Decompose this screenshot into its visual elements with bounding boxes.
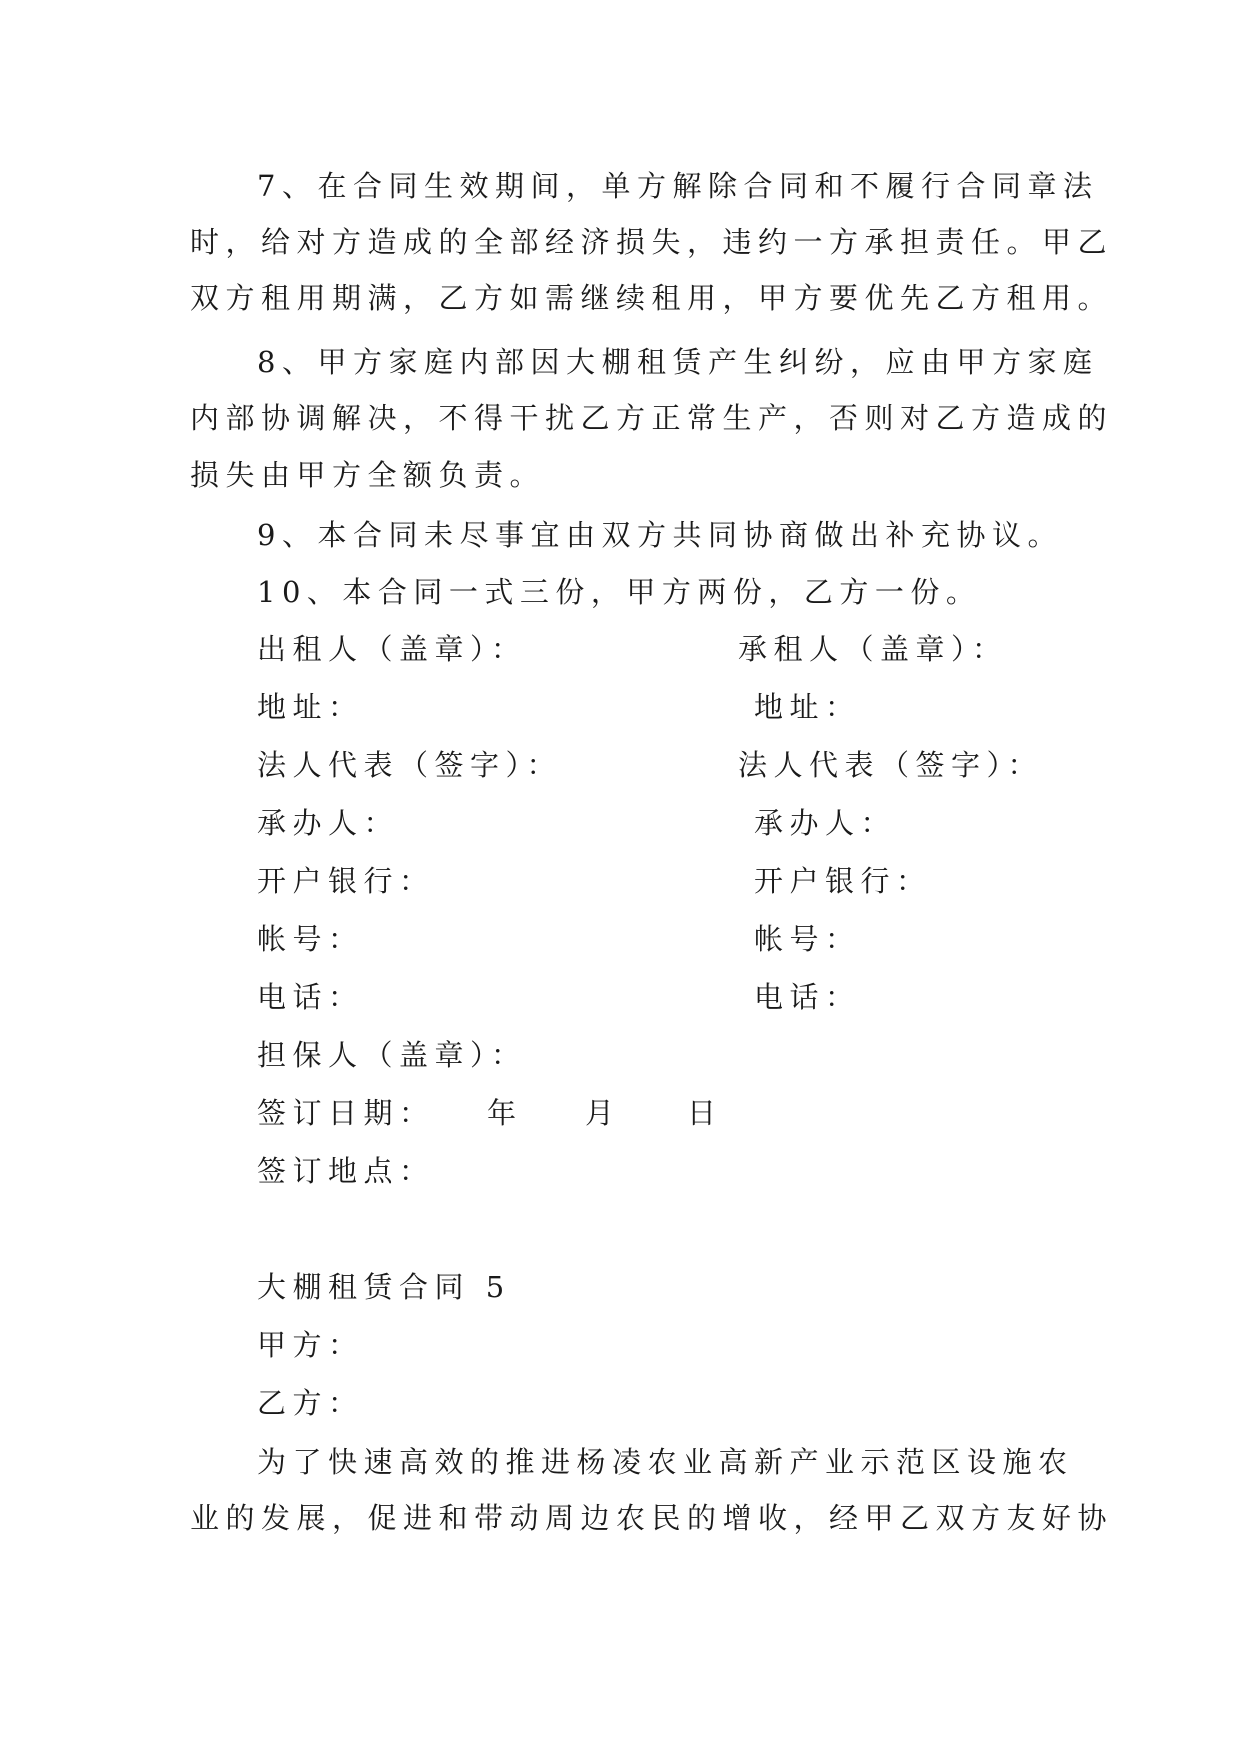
lessor-legal-rep-label: 法人代表（签字）： xyxy=(257,748,563,782)
intro-line-2: 业的发展，促进和带动周边农民的增收，经甲乙双方友好协 xyxy=(190,1501,1114,1535)
lessor-bank-label: 开户银行： xyxy=(257,864,435,898)
party-b-label: 乙方： xyxy=(257,1386,364,1420)
lessee-address-label: 地址： xyxy=(754,690,861,724)
lessee-legal-rep-label: 法人代表（签字）： xyxy=(738,748,1044,782)
lessee-handler-label: 承办人： xyxy=(754,806,897,840)
clause-10: 10、本合同一式三份，甲方两份，乙方一份。 xyxy=(257,575,982,609)
lessor-account-label: 帐号： xyxy=(257,922,364,956)
clause-8-line-1: 8、甲方家庭内部因大棚租赁产生纠纷，应由甲方家庭 xyxy=(257,345,1099,379)
lessor-handler-label: 承办人： xyxy=(257,806,400,840)
sign-date-year: 年 xyxy=(487,1096,523,1130)
lessee-seal-label: 承租人（盖章）： xyxy=(738,632,1008,666)
lessor-seal-label: 出租人（盖章）： xyxy=(257,632,527,666)
sign-date-row xyxy=(257,1093,777,1133)
clause-9: 9、本合同未尽事宜由双方共同协商做出补充协议。 xyxy=(257,518,1063,552)
lessee-phone-label: 电话： xyxy=(754,980,861,1014)
clause-7-line-2: 时，给对方造成的全部经济损失，违约一方承担责任。甲乙 xyxy=(190,225,1114,259)
sign-place-label: 签订地点： xyxy=(257,1154,435,1188)
clause-7-line-1: 7、在合同生效期间，单方解除合同和不履行合同章法 xyxy=(257,169,1099,203)
intro-line-1: 为了快速高效的推进杨凌农业高新产业示范区设施农 xyxy=(257,1445,1074,1479)
sign-date-day: 日 xyxy=(687,1096,723,1130)
lessee-account-label: 帐号： xyxy=(754,922,861,956)
party-a-label: 甲方： xyxy=(257,1328,364,1362)
contract-5-title: 大棚租赁合同 5 xyxy=(257,1270,511,1304)
sign-date-month: 月 xyxy=(585,1096,621,1130)
sign-date-label: 签订日期： xyxy=(257,1096,435,1130)
guarantor-seal-label: 担保人（盖章）： xyxy=(257,1038,527,1072)
lessor-phone-label: 电话： xyxy=(257,980,364,1014)
clause-8-line-3: 损失由甲方全额负责。 xyxy=(190,458,546,492)
clause-8-line-2: 内部协调解决，不得干扰乙方正常生产，否则对乙方造成的 xyxy=(190,401,1114,435)
lessor-address-label: 地址： xyxy=(257,690,364,724)
clause-7-line-3: 双方租用期满，乙方如需继续租用，甲方要优先乙方租用。 xyxy=(190,281,1114,315)
lessee-bank-label: 开户银行： xyxy=(754,864,932,898)
